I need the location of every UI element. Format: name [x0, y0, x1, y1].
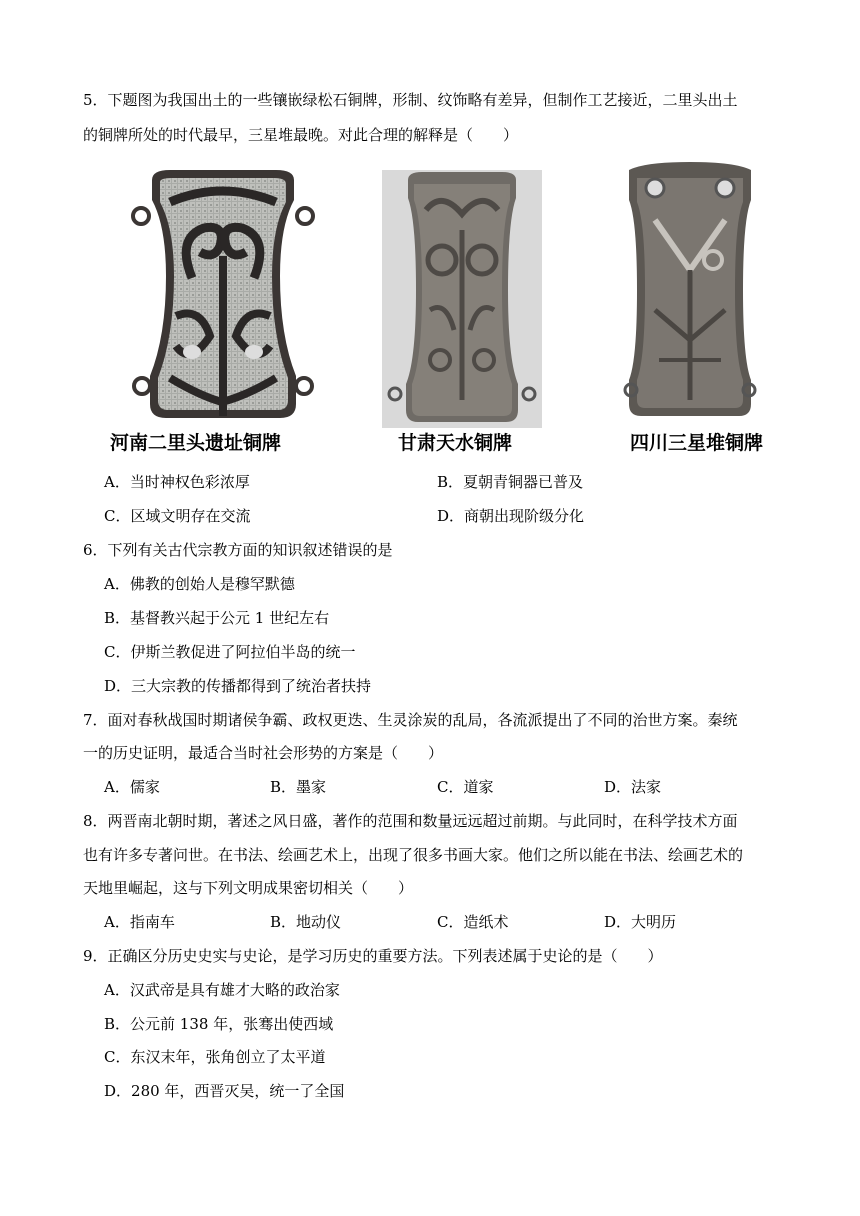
sanxingdui-bronze-plaque-image [615, 160, 765, 422]
q5-option-d: D．商朝出现阶级分化 [437, 507, 585, 525]
q8-stem-line3: 天地里崛起，这与下列文明成果密切相关（ ） [83, 879, 414, 897]
q8-option-d: D．大明历 [604, 913, 677, 931]
q8-option-c: C．造纸术 [437, 913, 509, 931]
erlitou-bronze-plaque-image [130, 166, 316, 424]
q9-stem: 9．正确区分历史史实与史论，是学习历史的重要方法。下列表述属于史论的是（ ） [83, 947, 663, 965]
q5-stem-line2: 的铜牌所处的时代最早，三星堆最晚。对此合理的解释是（ ） [83, 126, 519, 144]
q7-option-a: A．儒家 [104, 778, 160, 796]
q6-option-c: C．伊斯兰教促进了阿拉伯半岛的统一 [104, 643, 356, 661]
caption-sanxingdui: 四川三星堆铜牌 [630, 432, 764, 454]
q7-stem-line2: 一的历史证明，最适合当时社会形势的方案是（ ） [83, 744, 444, 762]
q9-option-b: B．公元前 138 年，张骞出使西域 [104, 1015, 334, 1033]
q6-option-a: A．佛教的创始人是穆罕默德 [104, 575, 295, 593]
tianshui-bronze-plaque-image [382, 170, 542, 428]
q7-option-d: D．法家 [604, 778, 662, 796]
q7-stem-line1: 7．面对春秋战国时期诸侯争霸、政权更迭、生灵涂炭的乱局，各流派提出了不同的治世方案。秦统 [83, 711, 738, 729]
q8-stem-line2: 也有许多专著问世。在书法、绘画艺术上，出现了很多书画大家。他们之所以能在书法、绘画艺术的 [83, 846, 744, 864]
q6-stem: 6．下列有关古代宗教方面的知识叙述错误的是 [83, 541, 393, 559]
caption-erlitou: 河南二里头遗址铜牌 [110, 432, 282, 454]
q5-stem-line1: 5．下题图为我国出土的一些镶嵌绿松石铜牌，形制、纹饰略有差异，但制作工艺接近，二里头出土 [83, 91, 738, 109]
q8-option-a: A．指南车 [104, 913, 175, 931]
q8-stem-line1: 8．两晋南北朝时期，著述之风日盛，著作的范围和数量远远超过前期。与此同时，在科学技术方面 [83, 812, 738, 830]
caption-tianshui: 甘肃天水铜牌 [398, 432, 513, 454]
q5-option-a: A．当时神权色彩浓厚 [104, 473, 250, 491]
q9-option-d: D．280 年，西晋灭吴，统一了全国 [104, 1082, 345, 1100]
q9-option-c: C．东汉末年，张角创立了太平道 [104, 1048, 326, 1066]
q6-option-d: D．三大宗教的传播都得到了统治者扶持 [104, 677, 372, 695]
q7-option-c: C．道家 [437, 778, 494, 796]
q8-option-b: B．地动仪 [270, 913, 342, 931]
q5-option-c: C．区域文明存在交流 [104, 507, 251, 525]
q7-option-b: B．墨家 [270, 778, 327, 796]
q9-option-a: A．汉武帝是具有雄才大略的政治家 [104, 981, 340, 999]
q5-option-b: B．夏朝青铜器已普及 [437, 473, 584, 491]
q6-option-b: B．基督教兴起于公元 1 世纪左右 [104, 609, 330, 627]
